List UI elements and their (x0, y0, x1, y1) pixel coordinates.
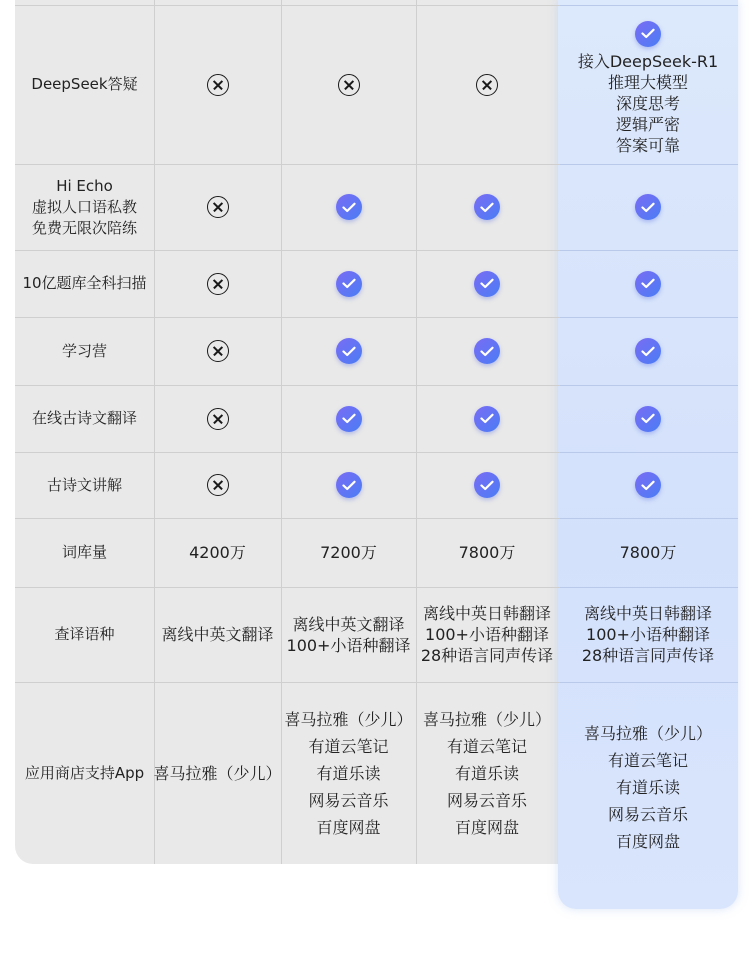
cell-text-line: 百度网盘 (615, 831, 680, 851)
cell-text-line: 喜马拉雅（少儿） (284, 709, 413, 729)
comparison-cell (154, 250, 281, 317)
cell-text-line: 答案可靠 (615, 135, 680, 155)
comparison-cell (281, 518, 416, 587)
comparison-cell (154, 5, 281, 164)
highlight-cell (558, 587, 738, 682)
comparison-cell (154, 518, 281, 587)
highlight-cell (558, 518, 738, 587)
highlight-cell (558, 452, 738, 518)
comparison-cell (281, 164, 416, 250)
x-circle-icon (207, 474, 229, 496)
highlight-cell (558, 164, 738, 250)
cell-text-line: 有道云笔记 (308, 736, 389, 756)
cell-text-line: 100+小语种翻译 (425, 625, 549, 644)
feature-label (15, 518, 154, 587)
x-circle-icon (476, 74, 498, 96)
highlight-cell (558, 687, 738, 887)
cell-text-line: 应用商店支持App (24, 763, 145, 782)
comparison-cell (154, 452, 281, 518)
feature-label (15, 250, 154, 317)
check-circle-icon (474, 338, 500, 364)
highlight-cell (558, 317, 738, 385)
cell-text-line: 有道云笔记 (607, 750, 688, 770)
cell-text-line: Hi Echo (56, 176, 113, 195)
cell-text-line: 100+小语种翻译 (286, 635, 411, 655)
comparison-cell (416, 385, 558, 452)
comparison-cell (416, 250, 558, 317)
comparison-cell (154, 164, 281, 250)
cell-text-line: 有道云笔记 (446, 736, 527, 756)
comparison-cell (154, 682, 281, 864)
highlight-cell (558, 250, 738, 317)
cell-text-line: 4200万 (189, 543, 246, 562)
check-circle-icon (474, 406, 500, 432)
cell-text-line: 百度网盘 (454, 817, 519, 837)
x-circle-icon (207, 196, 229, 218)
cell-text-line: DeepSeek答疑 (31, 75, 138, 93)
cell-text-line: 网易云音乐 (308, 790, 389, 810)
x-circle-icon (338, 74, 360, 96)
check-circle-icon (635, 271, 661, 297)
cell-text-line: 推理大模型 (607, 72, 688, 92)
cell-text-line: 离线中英文翻译 (161, 625, 274, 644)
check-circle-icon (635, 194, 661, 220)
check-circle-icon (474, 194, 500, 220)
comparison-cell (154, 587, 281, 682)
feature-label (15, 385, 154, 452)
comparison-cell (416, 452, 558, 518)
cell-text-line: 有道乐读 (316, 763, 381, 783)
check-circle-icon (336, 194, 362, 220)
cell-text-line: 网易云音乐 (446, 790, 527, 810)
cell-text-line: 7200万 (320, 543, 377, 562)
comparison-cell (281, 385, 416, 452)
feature-label (15, 452, 154, 518)
x-circle-icon (207, 340, 229, 362)
check-circle-icon (336, 406, 362, 432)
check-circle-icon (635, 338, 661, 364)
feature-label (15, 682, 154, 864)
cell-text-line: 百度网盘 (316, 817, 381, 837)
feature-label (15, 317, 154, 385)
comparison-cell (281, 682, 416, 864)
x-circle-icon (207, 74, 229, 96)
comparison-cell (154, 317, 281, 385)
cell-text-line: 词库量 (61, 543, 107, 561)
check-circle-icon (336, 271, 362, 297)
x-circle-icon (207, 273, 229, 295)
cell-text-line: 接入DeepSeek-R1 (577, 51, 719, 71)
feature-label (15, 587, 154, 682)
comparison-cell (416, 164, 558, 250)
cell-text-line: 7800万 (458, 543, 516, 562)
check-circle-icon (635, 21, 661, 47)
comparison-cell (154, 385, 281, 452)
cell-text-line: 喜马拉雅（少儿） (422, 709, 551, 729)
cell-text-line: 喜马拉雅（少儿） (153, 763, 282, 783)
comparison-cell (281, 5, 416, 164)
comparison-cell (281, 452, 416, 518)
check-circle-icon (474, 271, 500, 297)
feature-label (15, 5, 154, 164)
comparison-cell (416, 518, 558, 587)
comparison-cell (281, 587, 416, 682)
comparison-cell (416, 317, 558, 385)
cell-text-line: 10亿题库全科扫描 (22, 274, 147, 292)
highlight-cell (558, 12, 738, 164)
cell-text-line: 离线中英日韩翻译 (422, 604, 551, 623)
cell-text-line: 免费无限次陪练 (31, 218, 137, 237)
comparison-cell (281, 317, 416, 385)
cell-text-line: 查译语种 (54, 625, 115, 643)
check-circle-icon (474, 472, 500, 498)
cell-text-line: 有道乐读 (615, 777, 680, 797)
cell-text-line: 28种语言同声传译 (420, 646, 554, 665)
check-circle-icon (635, 406, 661, 432)
comparison-cell (416, 682, 558, 864)
comparison-cell (416, 587, 558, 682)
cell-text-line: 深度思考 (615, 93, 680, 113)
cell-text-line: 有道乐读 (454, 763, 519, 783)
check-circle-icon (336, 338, 362, 364)
cell-text-line: 虚拟人口语私教 (31, 197, 137, 216)
cell-text-line: 在线古诗文翻译 (31, 409, 137, 427)
check-circle-icon (635, 472, 661, 498)
comparison-cell (416, 5, 558, 164)
cell-text-line: 逻辑严密 (615, 114, 680, 134)
cell-text-line: 喜马拉雅（少儿） (583, 723, 712, 743)
cell-text-line: 28种语言同声传译 (581, 646, 715, 665)
cell-text-line: 学习营 (61, 341, 107, 360)
cell-text-line: 100+小语种翻译 (586, 625, 710, 644)
cell-text-line: 离线中英文翻译 (292, 614, 405, 634)
check-circle-icon (336, 472, 362, 498)
cell-text-line: 离线中英日韩翻译 (583, 604, 712, 623)
cell-text-line: 古诗文讲解 (46, 475, 122, 494)
highlight-cell (558, 385, 738, 452)
comparison-cell (281, 250, 416, 317)
x-circle-icon (207, 408, 229, 430)
feature-label (15, 164, 154, 250)
cell-text-line: 7800万 (619, 543, 677, 562)
cell-text-line: 网易云音乐 (607, 804, 688, 824)
